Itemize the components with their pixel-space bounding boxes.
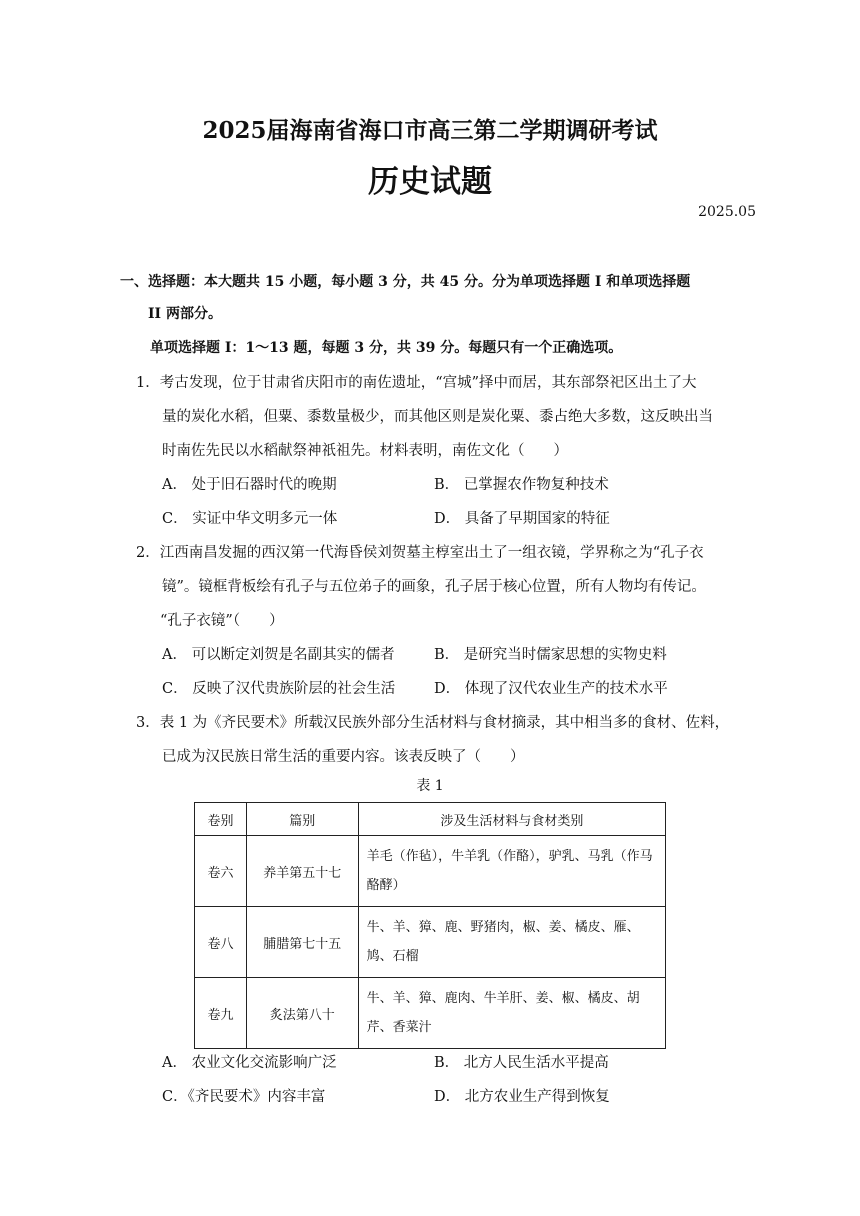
question-3-option-a[interactable]: A． 农业文化交流影响广泛 — [162, 1055, 337, 1071]
question-2-option-d[interactable]: D． 体现了汉代农业生产的技术水平 — [434, 681, 668, 697]
question-2-option-a[interactable]: A． 可以断定刘贺是名副其实的儒者 — [162, 647, 395, 663]
question-1-option-c[interactable]: C． 实证中华文明多元一体 — [162, 511, 338, 527]
section-intro-line1: 一、选择题：本大题共 15 小题，每小题 3 分，共 45 分。分为单项选择题 I 和单项选择题 — [120, 274, 691, 290]
table-cell-volume: 卷六 — [195, 836, 247, 907]
question-3-option-c[interactable]: C．《齐民要术》内容丰富 — [162, 1089, 326, 1105]
table-header-cell: 卷别 — [195, 803, 247, 836]
table-row — [195, 836, 666, 907]
table-header-cell: 涉及生活材料与食材类别 — [358, 803, 665, 836]
question-1-option-d[interactable]: D． 具备了早期国家的特征 — [434, 511, 610, 527]
question-1-option-b[interactable]: B． 已掌握农作物复种技术 — [434, 477, 609, 493]
table-cell-materials: 羊毛（作毡），牛羊乳（作酪），驴乳、马乳（作马酪酵） — [358, 836, 665, 907]
question-3-line1: 3．表 1 为《齐民要术》所载汉民族外部分生活材料与食材摘录，其中相当多的食材、佐料， — [136, 715, 730, 731]
exam-title: 2025届海南省海口市高三第二学期调研考试 — [202, 117, 658, 144]
question-1-line2: 量的炭化水稻，但粟、黍数量极少，而其他区则是炭化粟、黍占绝大多数，这反映出当 — [162, 409, 713, 425]
exam-date: 2025.05 — [698, 204, 756, 220]
question-3-option-b[interactable]: B． 北方人民生活水平提高 — [434, 1055, 609, 1071]
question-1-line1: 1．考古发现，位于甘肃省庆阳市的南佐遗址，“宫城”择中而居，其东部祭祀区出土了大 — [136, 375, 697, 391]
table-row — [195, 907, 666, 978]
question-2-option-b[interactable]: B． 是研究当时儒家思想的实物史料 — [434, 647, 667, 663]
section-intro-line2: II 两部分。 — [148, 306, 222, 322]
question-3-option-d[interactable]: D． 北方农业生产得到恢复 — [434, 1089, 610, 1105]
table-cell-chapter: 脯腊第七十五 — [246, 907, 358, 978]
question-2-line3: “孔子衣镜”（ ） — [160, 613, 284, 629]
food-materials-table — [194, 802, 666, 1049]
question-2-option-c[interactable]: C． 反映了汉代贵族阶层的社会生活 — [162, 681, 396, 697]
table-cell-volume: 卷九 — [195, 978, 247, 1049]
question-2-line2: 镜”。镜框背板绘有孔子与五位弟子的画象，孔子居于核心位置，所有人物均有传记。 — [162, 579, 706, 595]
table-cell-materials: 牛、羊、獐、鹿、野猪肉，椒、姜、橘皮、雁、鸠、石榴 — [358, 907, 665, 978]
question-2-line1: 2．江西南昌发掘的西汉第一代海昏侯刘贺墓主椁室出土了一组衣镜，学界称之为“孔子衣 — [136, 545, 704, 561]
table-header-row — [195, 803, 666, 836]
table-cell-chapter: 养羊第五十七 — [246, 836, 358, 907]
part1-instructions: 单项选择题 I：1～13 题，每题 3 分，共 39 分。每题只有一个正确选项。 — [150, 340, 623, 356]
table-cell-chapter: 炙法第八十 — [246, 978, 358, 1049]
exam-subject-title: 历史试题 — [368, 164, 492, 200]
question-1-line3: 时南佐先民以水稻献祭神祇祖先。材料表明，南佐文化（ ） — [162, 443, 568, 459]
table-header-cell: 篇别 — [246, 803, 358, 836]
table-cell-materials: 牛、羊、獐、鹿肉、牛羊肝、姜、椒、橘皮、胡芹、香菜汁 — [358, 978, 665, 1049]
table-caption: 表 1 — [416, 778, 444, 794]
question-3-line2: 已成为汉民族日常生活的重要内容。该表反映了（ ） — [162, 749, 525, 765]
table-row — [195, 978, 666, 1049]
table-cell-volume: 卷八 — [195, 907, 247, 978]
question-1-option-a[interactable]: A． 处于旧石器时代的晚期 — [162, 477, 337, 493]
